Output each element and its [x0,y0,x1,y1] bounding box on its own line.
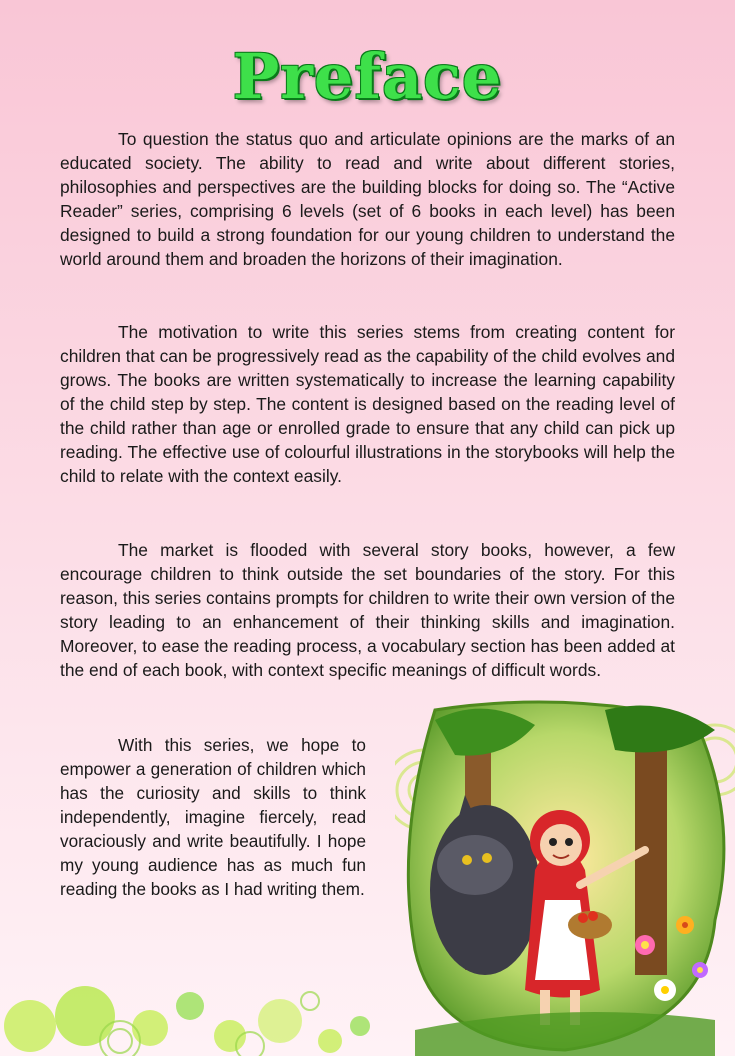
paragraph-2-text: The motivation to write this series stems from creating content for children that can be progressively read as the capability of the child evolves and grows. The books are written systematically to increase the learning capability of the child step by step. The content is designed based on the reading level of the child rather than age or enrolled grade to ensure that any child can pick up reading. The effective use of colourful illustrations in the storybooks will help the child to relate with the context easily. [60,322,675,486]
paragraph-3 [60,538,675,682]
paragraph-4 [60,733,366,901]
paragraph-1 [60,127,675,271]
paragraph-3-text: The market is flooded with several story books, however, a few encourage children to think outside the set boundaries of the story. For this reason, this series contains prompts for children to write their own version of the story leading to an enhancement of their thinking skills and imagination. Moreover, to ease the reading process, a vocabulary section has been added at the end of each book, with context specific meanings of difficult words. [60,540,675,680]
paragraph-2 [60,320,675,488]
red-riding-hood-illustration [395,700,735,1056]
paragraph-1-text: To question the status quo and articulate opinions are the marks of an educated society. The ability to read and write about different stories, philosophies and perspectives are the building blocks for doing so. The “Active Reader” series, comprising 6 levels (set of 6 books in each level) has been designed to build a strong foundation for our young children to understand the world around them and broaden the horizons of their imagination. [60,129,675,269]
decorative-circles [0,946,460,1056]
page-title: Preface [232,40,503,113]
paragraph-4-text: With this series, we hope to empower a generation of children which has the curiosity and skills to think independently, imagine fiercely, read voraciously and write beautifully. I hope my young audience has as much fun reading the books as I had writing them. [60,735,366,899]
